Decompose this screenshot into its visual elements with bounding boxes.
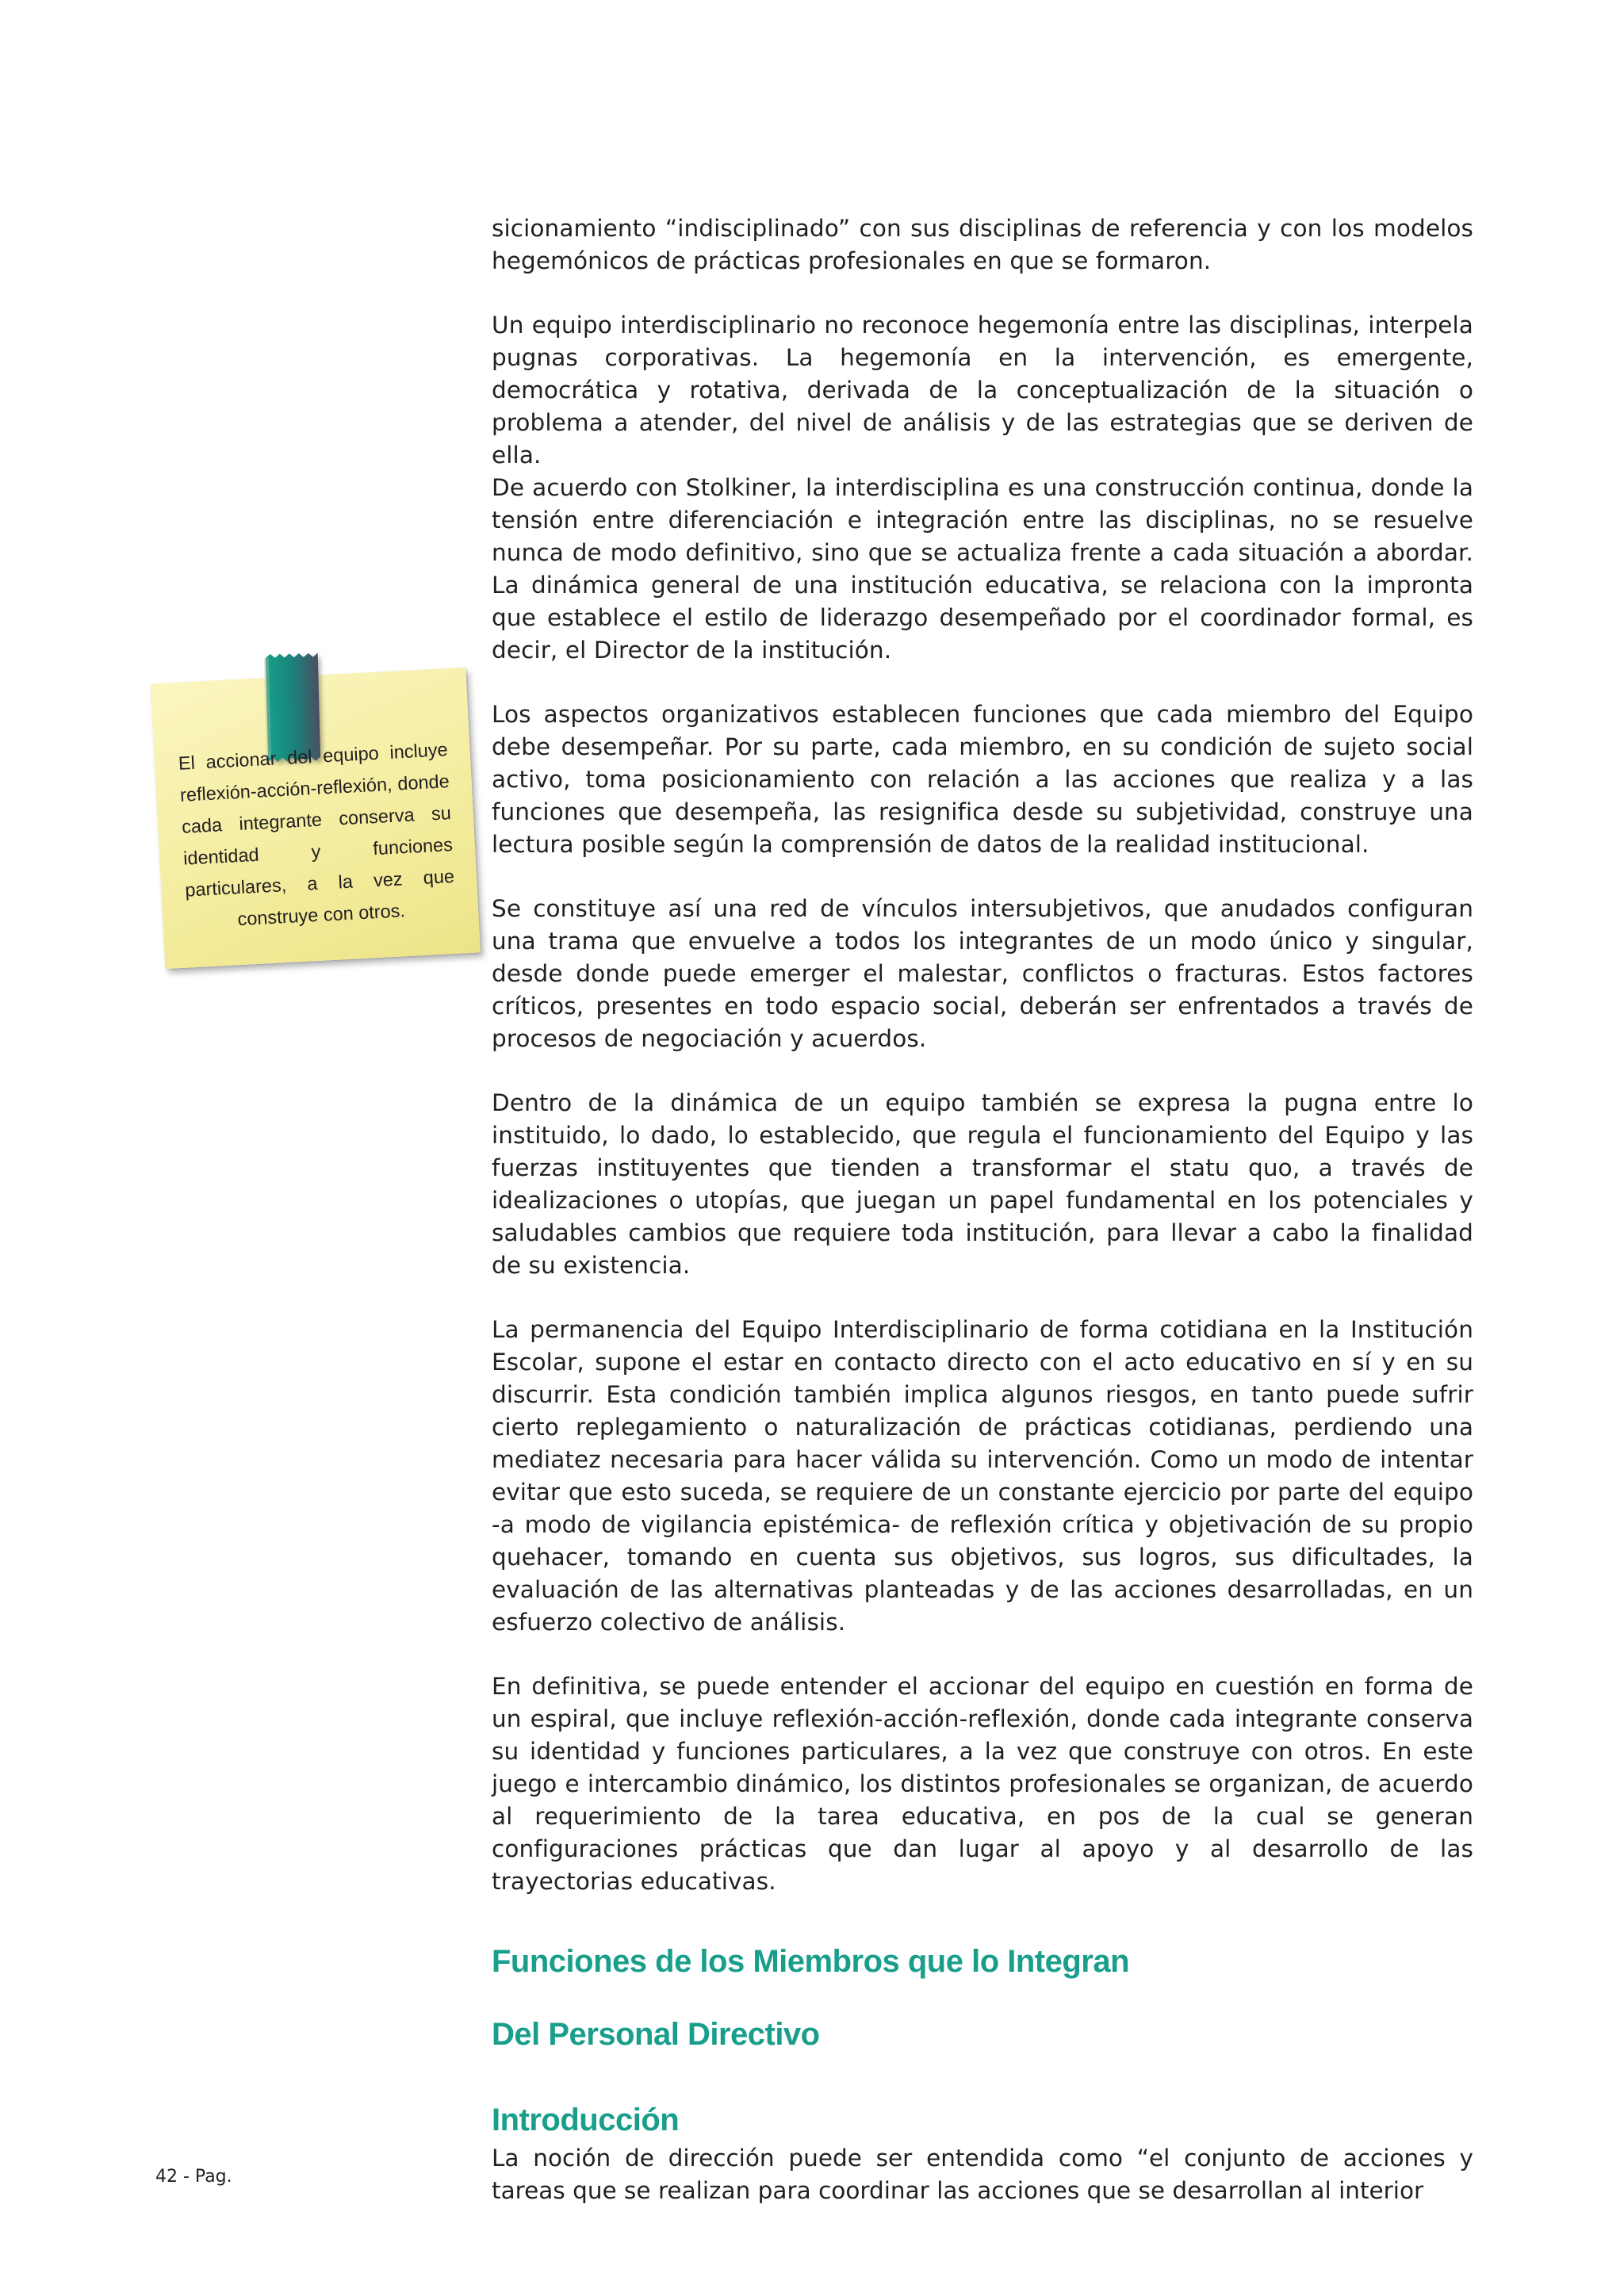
intro-paragraph: La noción de dirección puede ser entendida como “el conjunto de acciones y tareas que se realizan para coordinar las acciones que se desarrollan al interior <box>492 2145 1473 2204</box>
section-heading-personal-directivo: Del Personal Directivo <box>492 2017 820 2052</box>
body-paragraph: De acuerdo con Stolkiner, la interdisciplina es una construcción continua, donde la tensión entre diferenciación e integración entre las disciplinas, no se resuelve nunca de modo definitivo, sino que se actualiza frente a cada situación a abordar. La dinámica general de una institución educativa, se relaciona con la impronta que establece el estilo de liderazgo desempeñado por el coordinador formal, es decir, el Director de la institución. <box>492 474 1473 664</box>
section-heading-introduccion: Introducción <box>492 2103 680 2137</box>
main-text-column <box>492 212 1473 2207</box>
page-number: 42 - Pag. <box>155 2167 232 2187</box>
body-paragraph: Se constituye así una red de vínculos intersubjetivos, que anudados configuran una trama que envuelve a todos los integrantes de un modo único y singular, desde donde puede emerger el malestar, conflictos o fracturas. Estos factores críticos, presentes en todo espacio social, deberán ser enfrentados a través de procesos de negociación y acuerdos. <box>492 895 1473 1052</box>
sticky-note <box>149 642 481 969</box>
sticky-note-text: El accionar del equipo incluye reflexión-acción-reflexión, donde cada integrante conserva su identidad y funciones particulares, a la vez que construye con otros. <box>178 739 455 930</box>
body-paragraph: Un equipo interdisciplinario no reconoce hegemonía entre las disciplinas, interpela pugnas corporativas. La hegemonía en la intervención, es emergente, democrática y rotativa, derivada de la conceptualización de la situación o problema a atender, del nivel de análisis y de las estrategias que se deriven de ella. <box>492 312 1473 469</box>
body-paragraph: La permanencia del Equipo Interdisciplinario de forma cotidiana en la Institución Escolar, supone el estar en contacto directo con el acto educativo en sí y en su discurrir. Esta condición también implica algunos riesgos, en tanto puede sufrir cierto replegamiento o naturalización de prácticas cotidianas, perdiendo una mediatez necesaria para hacer válida su intervención. Como un modo de intentar evitar que esto suceda, se requiere de un constante ejercicio por parte del equipo -a modo de vigilancia epistémica- de reflexión crítica y objetivación de su propio quehacer, tomando en cuenta sus objetivos, sus logros, sus dificultades, la evaluación de las alternativas planteadas y de las acciones desarrolladas, en un esfuerzo colectivo de análisis. <box>492 1316 1473 1636</box>
body-paragraph: sicionamiento “indisciplinado” con sus disciplinas de referencia y con los modelos hegemónicos de prácticas profesionales en que se formaron. <box>492 215 1473 274</box>
body-paragraph: Los aspectos organizativos establecen funciones que cada miembro del Equipo debe desempeñar. Por su parte, cada miembro, en su condición de sujeto social activo, toma posicionamiento con relación a las acciones que realiza y a las funciones que desempeña, las resignifica desde su subjetividad, construye una lectura posible según la comprensión de datos de la realidad institucional. <box>492 701 1473 858</box>
body-paragraph: En definitiva, se puede entender el accionar del equipo en cuestión en forma de un espiral, que incluye reflexión-acción-reflexión, donde cada integrante conserva su identidad y funciones particulares, a la vez que construye con otros. En este juego e intercambio dinámico, los distintos profesionales se organizan, de acuerdo al requerimiento de la tarea educativa, en pos de la cual se generan configuraciones prácticas que dan lugar al apoyo y al desarrollo de las trayectorias educativas. <box>492 1673 1473 1895</box>
section-heading-funciones: Funciones de los Miembros que lo Integran <box>492 1944 1130 1979</box>
body-paragraph: Dentro de la dinámica de un equipo también se expresa la pugna entre lo instituido, lo dado, lo establecido, que regula el funcionamiento del Equipo y las fuerzas instituyentes que tienden a transformar el statu quo, a través de idealizaciones o utopías, que juegan un papel fundamental en los potenciales y saludables cambios que requiere toda institución, para llevar a cabo la finalidad de su existencia. <box>492 1089 1473 1279</box>
